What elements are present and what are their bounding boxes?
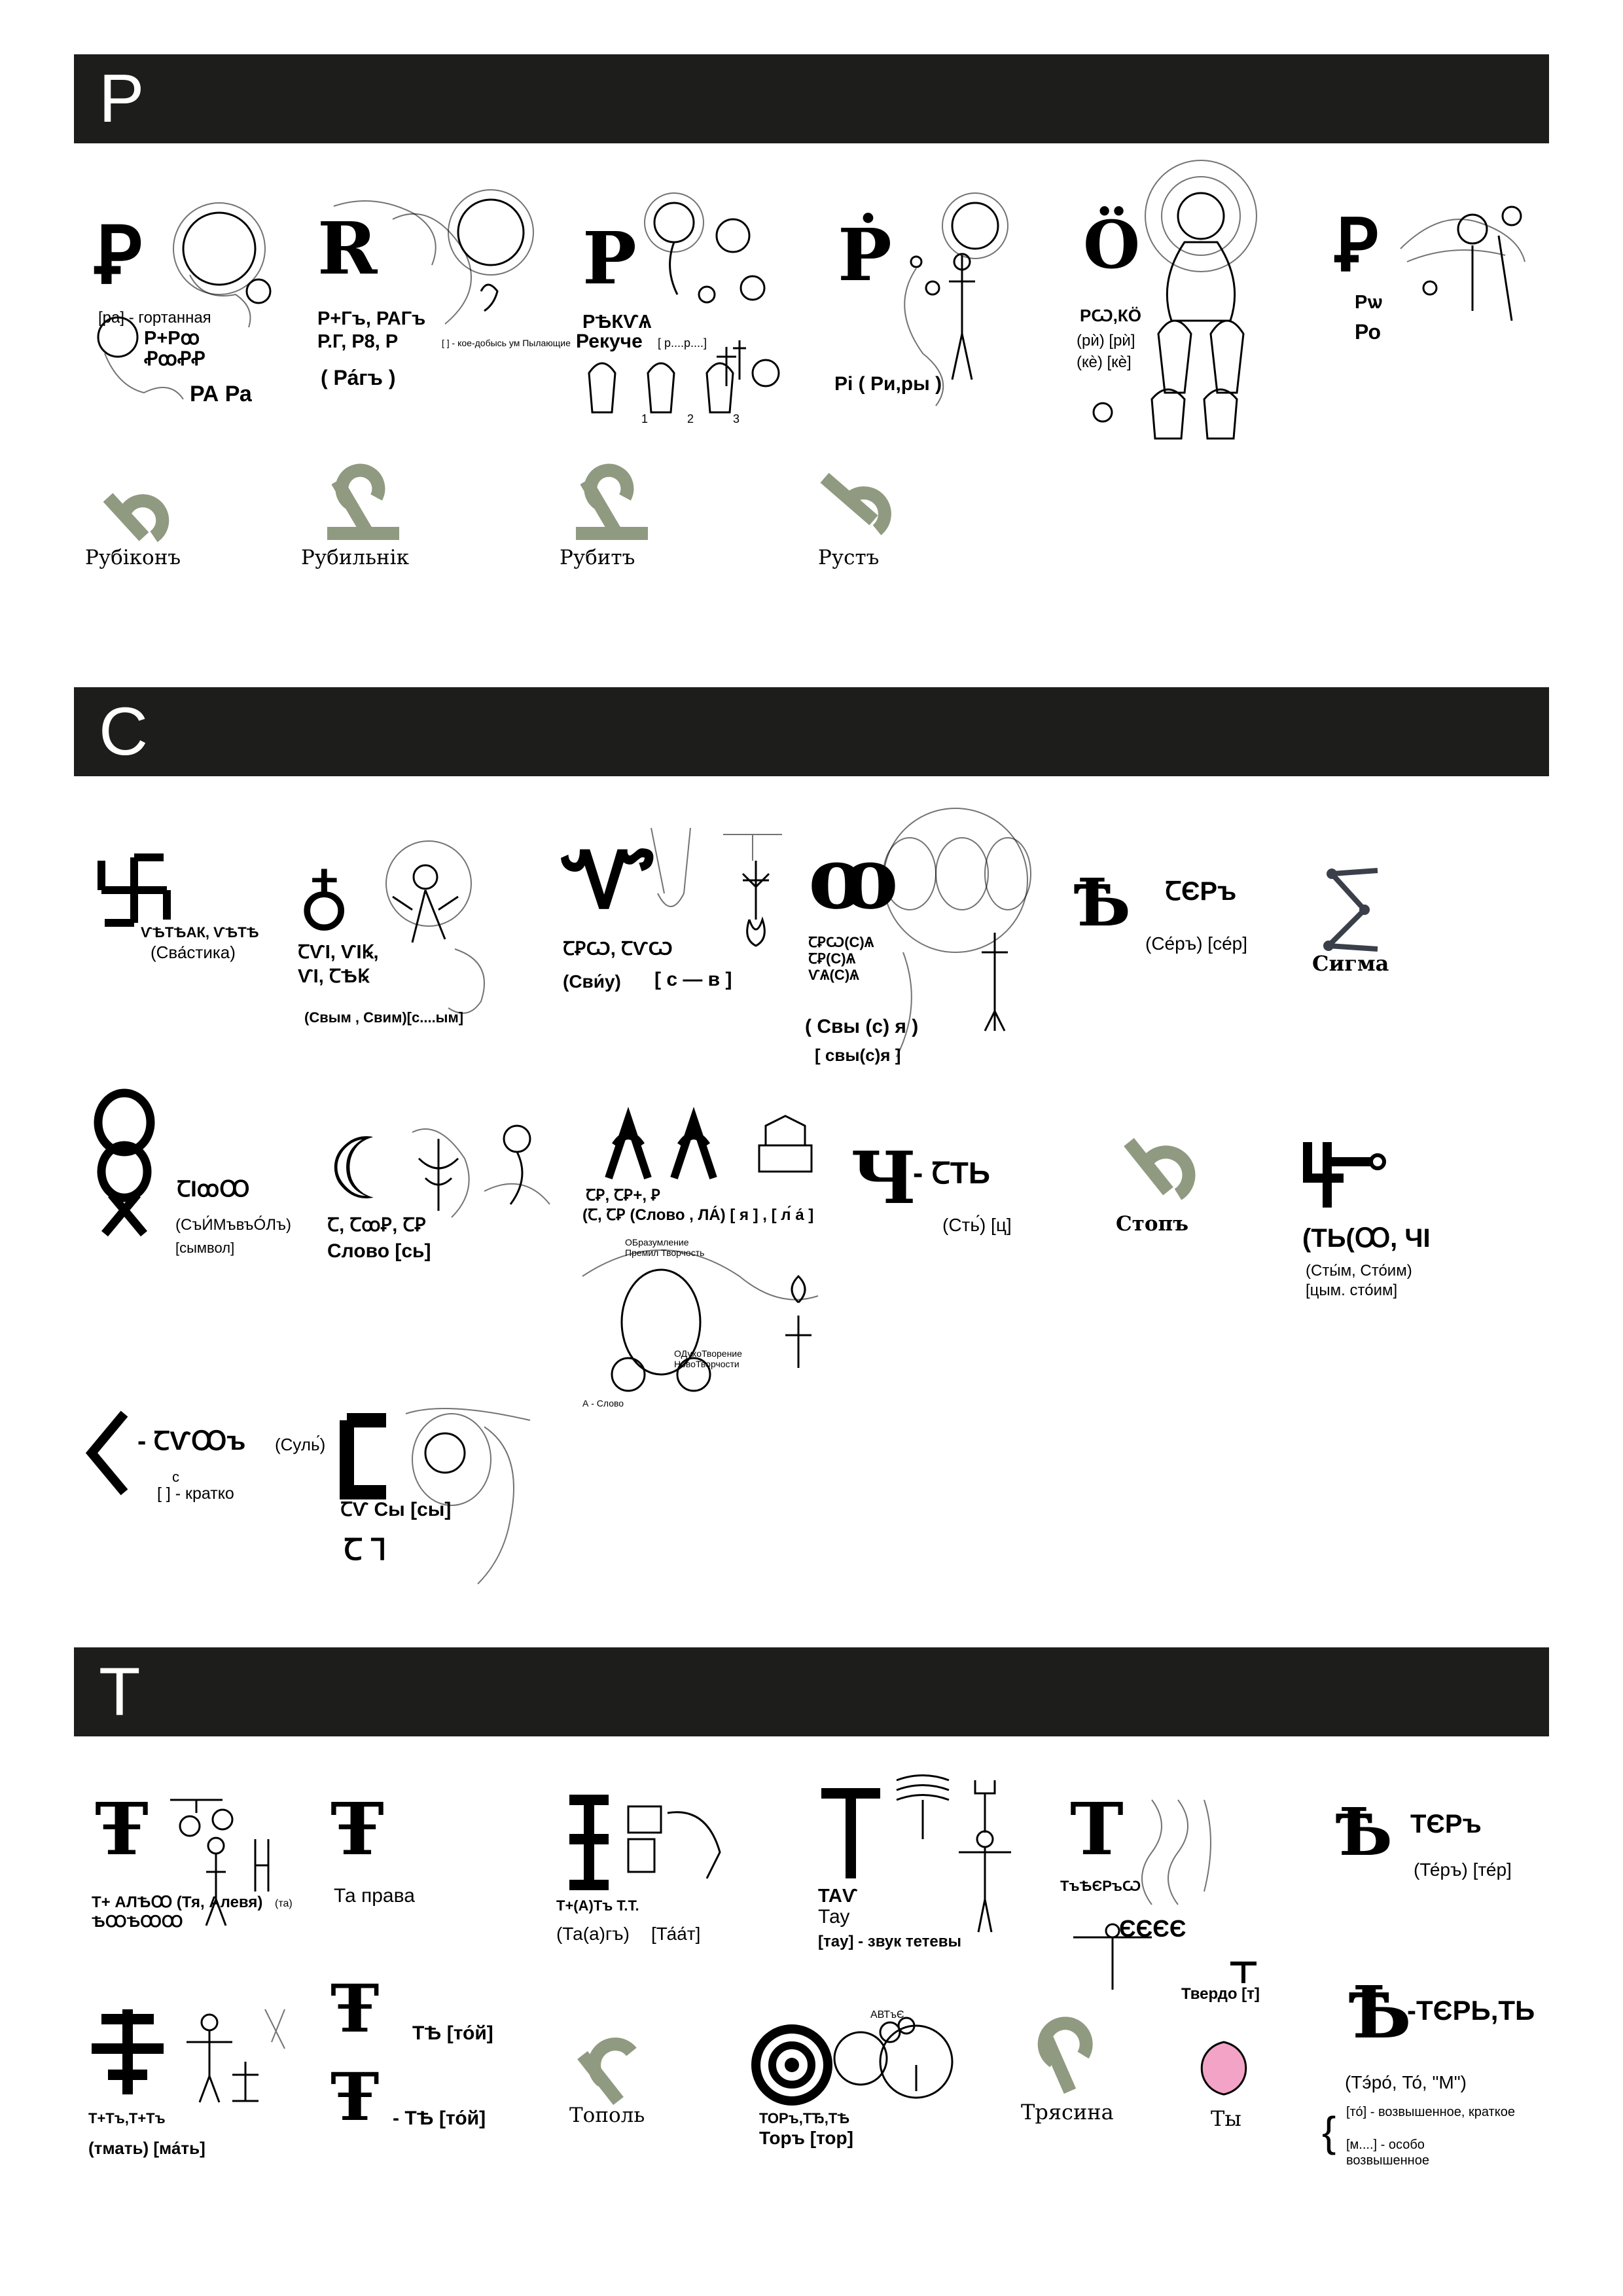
glyph-main: Ŧ	[330, 1787, 384, 1871]
glyph-label: А - Слово	[582, 1398, 624, 1408]
glyph-label: (Та(а)гъ)	[556, 1924, 630, 1944]
glyph-label: Твердо [т]	[1181, 1985, 1260, 2003]
glyph-label: Сигма	[1312, 951, 1389, 976]
glyph-label: РѢКѴѦ	[582, 312, 652, 332]
glyph-label: Т+(А)Тъ Т.Т.	[556, 1897, 639, 1914]
glyph-label: ꞆꝐѠ, ꞆѴѠ	[563, 939, 673, 960]
glyph-label: РѠ,КӦ	[1080, 306, 1141, 325]
glyph-tile	[1185, 2036, 1276, 2140]
glyph-label: ꞆІꝏꝎ	[177, 1177, 250, 1202]
glyph-tile	[576, 196, 785, 425]
glyph-label: Та права	[334, 1885, 415, 1907]
glyph-tile	[1312, 861, 1443, 992]
glyph-label: [ра] - гортанная	[98, 309, 211, 327]
glyph-label: (кѐ) [кѐ]	[1077, 353, 1132, 371]
glyph-label: [ р....р....]	[658, 336, 707, 350]
glyph-main: ꝏ	[808, 828, 899, 928]
glyph-label: -ТЄРЬ,ТЬ	[1407, 1995, 1535, 2026]
glyph-tile	[753, 2006, 962, 2157]
glyph-label: (та)	[275, 1898, 293, 1909]
glyph-label: - ꞆТЬ	[913, 1156, 990, 1190]
glyph-label: (Сва́стика)	[151, 942, 236, 962]
glyph-tile	[85, 1407, 326, 1512]
glyph-main: Ŧ	[330, 1970, 380, 2047]
glyph-label: Стопъ	[1116, 1212, 1189, 1236]
glyph-label: (Сви́у)	[563, 971, 621, 992]
glyph-label: (Сть́) [ц]	[942, 1215, 1012, 1235]
glyph-label: [сымвол]	[175, 1240, 235, 1256]
glyph-tile	[314, 193, 571, 409]
glyph-tile	[831, 196, 1027, 412]
glyph-tile	[92, 1774, 308, 1964]
glyph-label: [тау] - звук тетевы	[818, 1933, 962, 1950]
glyph-label: Слово [сь]	[327, 1240, 431, 1262]
glyph-main: Р	[582, 216, 637, 300]
glyph-tile	[560, 821, 802, 1018]
glyph-label: АВТъЄ	[870, 2009, 904, 2020]
glyph-label: Ꞇ ⅂	[344, 1532, 387, 1566]
glyph-label: ꝒꝏꝒꝒ	[144, 349, 205, 370]
glyph-label: Рубiконъ	[85, 546, 181, 569]
glyph-label: ТѢ [то́й]	[412, 2022, 493, 2044]
glyph-label: Р.Г, Р8, Р	[317, 331, 399, 352]
glyph-label: Тау	[818, 1906, 850, 1928]
glyph-label: Трясина	[1021, 2100, 1114, 2125]
glyph-tile	[334, 1401, 543, 1597]
glyph-label: ОДухоТворение НовоТворчости	[674, 1348, 742, 1369]
glyph-label: ꞆꝐ, ꞆꝐ+, Ꝑ	[586, 1187, 661, 1204]
glyph-tile	[818, 1767, 1054, 1964]
glyph-tile	[805, 821, 1047, 1070]
glyph-tile	[88, 2003, 317, 2173]
section-header-t	[74, 1647, 1549, 1736]
glyph-tile	[1335, 1793, 1531, 1924]
glyph-label: Ꞇ, ꞆꝏꝐ, ꞆꝐ	[327, 1215, 426, 1236]
glyph-label: с	[172, 1469, 179, 1485]
glyph-main: ♁	[298, 854, 351, 939]
glyph-label: Р+Гъ, РАГъ	[317, 308, 426, 329]
glyph-symbol	[85, 1407, 131, 1505]
glyph-main: Ṗ	[838, 213, 892, 297]
glyph-label: ТАѴ	[818, 1886, 858, 1907]
sage-glyph-tile	[812, 465, 955, 589]
sage-glyph-tile	[550, 458, 694, 589]
glyph-label: Т+ АЛѢꝎ (Тя, Алевя)	[92, 1893, 263, 1911]
glyph-label: ТОРъ,ТЂ,ТѢ	[759, 2110, 850, 2126]
glyph-label: Ро	[1355, 320, 1382, 344]
knot-symbol	[85, 1090, 164, 1240]
glyph-label: ТъѢЄРъѠ	[1060, 1878, 1141, 1894]
swastika-symbol	[85, 844, 183, 929]
glyph-label: ( Ра́гъ )	[321, 366, 396, 389]
glyph-symbol	[1302, 1136, 1407, 1214]
glyph-label: [Та́а́т]	[651, 1924, 701, 1944]
glyph-main: Ч	[851, 1136, 917, 1220]
glyph-label: Тополь	[569, 2104, 645, 2127]
glyph-tile	[1302, 1136, 1512, 1312]
glyph-label: ОБразумление Премил Творчость	[625, 1237, 705, 1258]
glyph-tile	[85, 844, 281, 975]
glyph-tile	[1309, 1964, 1558, 2199]
section-letter: С	[99, 694, 149, 770]
section-header-r	[74, 54, 1549, 143]
sage-symbol	[1021, 2026, 1152, 2098]
brace-decoration: {	[1322, 2108, 1336, 2155]
glyph-label: ꞆꝐѠ(С)Ѧ	[808, 934, 874, 950]
sage-symbol	[812, 465, 955, 550]
pink-petal-symbol	[1185, 2036, 1263, 2101]
glyph-label: Рустъ	[818, 546, 880, 569]
sage-symbol	[1106, 1136, 1237, 1221]
glyph-label: (Свым , Свим)[с....ым]	[304, 1009, 464, 1026]
glyph-label: - ꞆѴꝎъ	[137, 1427, 246, 1456]
glyph-label: 3	[733, 412, 740, 425]
sage-symbol	[85, 471, 229, 550]
glyph-label: ꞆѴІ, ѴІꝂ,	[298, 942, 379, 963]
glyph-tile	[851, 1136, 1060, 1253]
section-letter: Т	[99, 1654, 141, 1730]
glyph-main: Ꮙ	[563, 834, 657, 927]
glyph-label: [м....] - особо возвышенное	[1346, 2138, 1429, 2168]
glyph-tile	[298, 838, 520, 1041]
glyph-label: Ты	[1211, 2106, 1241, 2131]
glyph-label: РА Ра	[190, 382, 252, 406]
glyph-label: ( Свы (с) я )	[805, 1016, 919, 1037]
sage-symbol	[301, 458, 445, 550]
glyph-label: Рубильнiк	[301, 546, 409, 569]
glyph-label: (тмать) [ма́ть]	[88, 2138, 205, 2158]
sage-glyph-tile	[563, 2029, 694, 2147]
sage-glyph-tile	[85, 471, 229, 589]
sage-glyph-tile	[1106, 1136, 1237, 1260]
glyph-label: (Тэ́ро́, То́, "М")	[1345, 2072, 1467, 2092]
glyph-label: [цым. сто́им]	[1306, 1282, 1398, 1299]
glyph-main: Ŧ	[95, 1787, 149, 1871]
glyph-main: R	[317, 206, 378, 291]
glyph-main: Ꝑ	[1335, 203, 1379, 287]
glyph-label: [то́] - возвышенное, краткое	[1346, 2105, 1515, 2119]
glyph-main: Ö	[1083, 206, 1141, 283]
glyph-label: Рі ( Ри,ры )	[834, 373, 942, 395]
glyph-label: Рекуче	[576, 331, 643, 352]
glyph-tile	[576, 1106, 864, 1414]
glyph-label: (ТЬ(Ꝏ, ЧІ	[1302, 1224, 1431, 1253]
sigma-symbol	[1312, 861, 1410, 946]
sage-glyph-tile	[301, 458, 445, 589]
glyph-tile	[330, 1787, 494, 1918]
sage-symbol	[563, 2029, 694, 2108]
section-header-s	[74, 687, 1549, 776]
glyph-main: Ŧ	[330, 2058, 380, 2136]
glyph-label: (СъИ́МъвъО́Лъ)	[175, 1216, 291, 1234]
glyph-label: Т+Тъ,Т+Тъ	[88, 2110, 166, 2126]
glyph-label: - ТѢ [то́й]	[393, 2108, 486, 2129]
glyph-tile	[1073, 177, 1270, 465]
glyph-label: Торъ [тор]	[759, 2128, 853, 2148]
glyph-label: (рѝ) [рѝ]	[1077, 332, 1135, 350]
glyph-label: ЄЄЄЄ	[1119, 1915, 1186, 1942]
glyph-tile	[556, 1793, 779, 1964]
glyph-tile	[330, 1970, 540, 2153]
glyph-main: ☾	[327, 1119, 404, 1219]
glyph-label: ѴѢТѢАК, ѴѢТѢ	[141, 924, 259, 941]
sage-glyph-tile	[1021, 2026, 1152, 2144]
glyph-main: Ѣ	[1348, 1970, 1412, 2054]
glyph-main: Т	[1070, 1787, 1124, 1871]
glyph-label: 2	[687, 412, 694, 425]
glyph-label: ꞆѴ Сы [сы]	[340, 1499, 452, 1520]
glyph-label: Рубитъ	[560, 546, 635, 569]
glyph-label: ѴѦ(С)Ѧ	[808, 967, 859, 983]
glyph-label: (Сты́м, Сто́им)	[1306, 1262, 1412, 1280]
glyph-label: Р+Рꝏ	[144, 328, 200, 349]
glyph-label: (Те́ръ) [те́р]	[1414, 1859, 1512, 1880]
sage-symbol	[550, 458, 694, 550]
glyph-tile	[1073, 864, 1296, 982]
glyph-label: ѢꝎѢꝎꝎ	[92, 1913, 183, 1931]
glyph-label: 1	[641, 412, 649, 425]
glyph-label: [ ] - кое-добысь ум Пылающие	[442, 338, 571, 348]
glyph-label: ꞆꝐ(С)Ѧ	[808, 950, 856, 967]
glyph-main: Ѣ	[1073, 864, 1132, 941]
glyph-tile	[327, 1113, 563, 1283]
glyph-label: [ с ― в ]	[654, 969, 732, 990]
glyph-label: ТЄРъ	[1410, 1810, 1482, 1839]
glyph-main: Ѣ	[1335, 1793, 1393, 1871]
glyph-main: Ꝑ	[95, 209, 143, 302]
glyph-label: [ ] - кратко	[157, 1484, 234, 1503]
glyph-label: Рѡ	[1355, 292, 1382, 313]
glyph-label: (Суль́)	[275, 1435, 326, 1454]
glyph-label: ѴІ, ꞆѢꝂ	[298, 966, 370, 987]
glyph-tile	[1335, 196, 1531, 353]
section-letter: Р	[99, 61, 145, 137]
glyph-label: ꞆЄРъ	[1165, 877, 1237, 906]
glyph-label: (Се́ръ) [се́р]	[1145, 933, 1247, 954]
glyph-tile	[92, 196, 275, 412]
glyph-tile	[1060, 1787, 1296, 2003]
glyph-label: [ свы(с)я ]	[815, 1045, 901, 1065]
glyph-label: (Ꞇ, ꞆꝐ (Слово , ЛА́) [ я ] , [ л́ а́ ]	[582, 1206, 814, 1224]
glyph-tile	[85, 1090, 308, 1273]
